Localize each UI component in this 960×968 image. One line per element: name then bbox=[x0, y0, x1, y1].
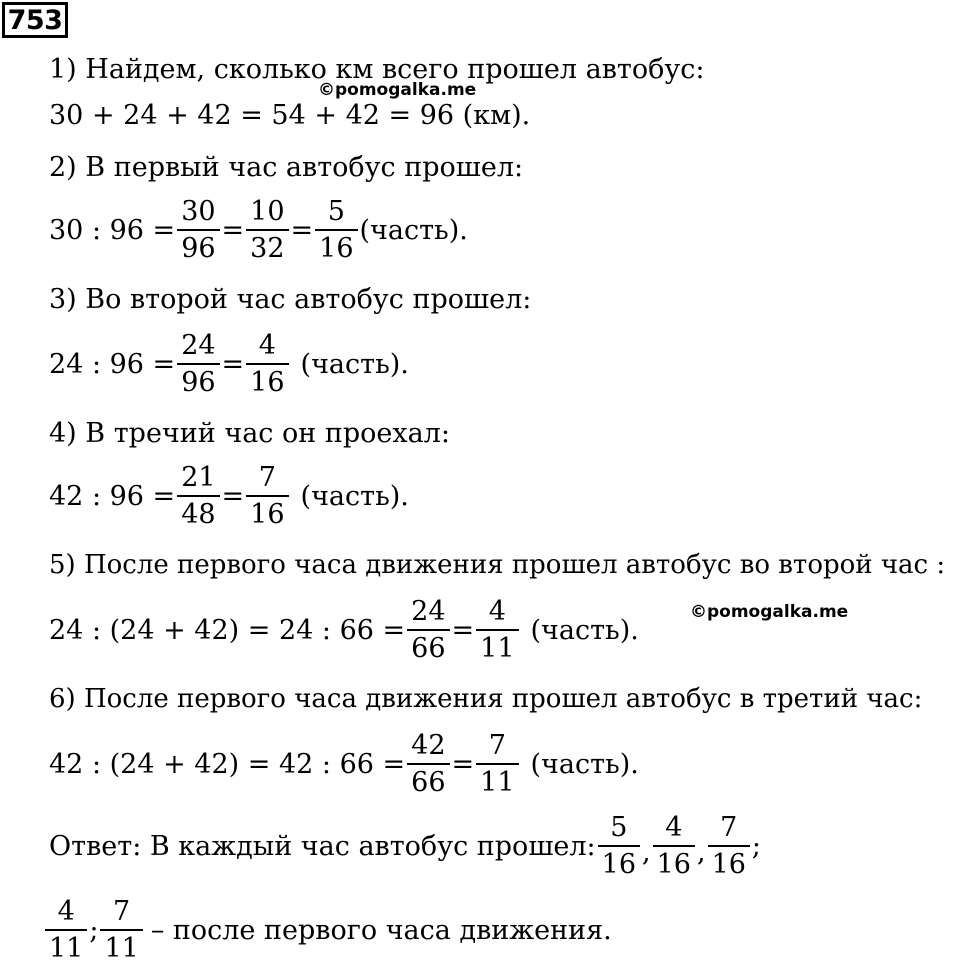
fraction: $\frac{7}{16}$ bbox=[246, 462, 288, 530]
watermark: ©pomogalka.me bbox=[690, 602, 849, 622]
step-1-equation: 30 + 24 + 42 = 54 + 42 = 96 (км). bbox=[49, 100, 531, 131]
fraction: $\frac{10}{32}$ bbox=[246, 196, 288, 264]
answer-line-1: Ответ: В каждый час автобус прошел: $\frac{5}{16}$ , $\frac{4}{16}$ , $\frac{7}{16}$ ; bbox=[49, 812, 762, 881]
fraction: $\frac{7}{11}$ bbox=[100, 896, 142, 964]
fraction: $\frac{24}{66}$ bbox=[407, 596, 449, 664]
fraction: $\frac{4}{11}$ bbox=[45, 896, 87, 964]
fraction: $\frac{7}{11}$ bbox=[476, 730, 518, 798]
fraction: $\frac{5}{16}$ bbox=[598, 812, 640, 880]
fraction: $\frac{4}{16}$ bbox=[246, 330, 288, 398]
fraction: $\frac{4}{11}$ bbox=[476, 596, 518, 664]
step-6-equation: 42 : (24 + 42) = 42 : 66 = $\frac{42}{66}$ = $\frac{7}{11}$ (часть). bbox=[49, 730, 639, 799]
fraction: $\frac{5}{16}$ bbox=[315, 196, 357, 264]
step-4-equation: 42 : 96 = $\frac{21}{48}$ = $\frac{7}{16}$ (часть). bbox=[49, 462, 409, 531]
answer-line-2: $\frac{4}{11}$ ; $\frac{7}{11}$ – после первого часа движения. bbox=[49, 896, 612, 964]
step-3-text: 3) Во второй час автобус прошел: bbox=[49, 284, 532, 315]
step-5-equation: 24 : (24 + 42) = 24 : 66 = $\frac{24}{66}$ = $\frac{4}{11}$ (часть). bbox=[49, 596, 639, 665]
fraction: $\frac{4}{16}$ bbox=[653, 812, 695, 880]
fraction: $\frac{21}{48}$ bbox=[177, 462, 219, 530]
fraction: $\frac{7}{16}$ bbox=[708, 812, 750, 880]
problem-number: 753 bbox=[2, 2, 68, 38]
step-6-text: 6) После первого часа движения прошел автобус в третий час: bbox=[49, 684, 923, 714]
step-2-lhs: 30 : 96 = bbox=[49, 214, 176, 246]
fraction: $\frac{42}{66}$ bbox=[407, 730, 449, 798]
step-2-equation: 30 : 96 = $\frac{30}{96}$ = $\frac{10}{32}$ = $\frac{5}{16}$ (часть). bbox=[49, 196, 468, 265]
step-1-text: 1) Найдем, сколько км всего прошел автобус: bbox=[49, 54, 705, 85]
fraction: $\frac{24}{96}$ bbox=[177, 330, 219, 398]
step-4-text: 4) В тречий час он проехал: bbox=[49, 418, 450, 449]
step-2-text: 2) В первый час автобус прошел: bbox=[49, 152, 524, 183]
step-3-equation: 24 : 96 = $\frac{24}{96}$ = $\frac{4}{16}$ (часть). bbox=[49, 330, 409, 399]
fraction: $\frac{30}{96}$ bbox=[177, 196, 219, 264]
watermark: ©pomogalka.me bbox=[318, 80, 477, 100]
step-5-text: 5) После первого часа движения прошел автобус во второй час : bbox=[49, 550, 946, 580]
